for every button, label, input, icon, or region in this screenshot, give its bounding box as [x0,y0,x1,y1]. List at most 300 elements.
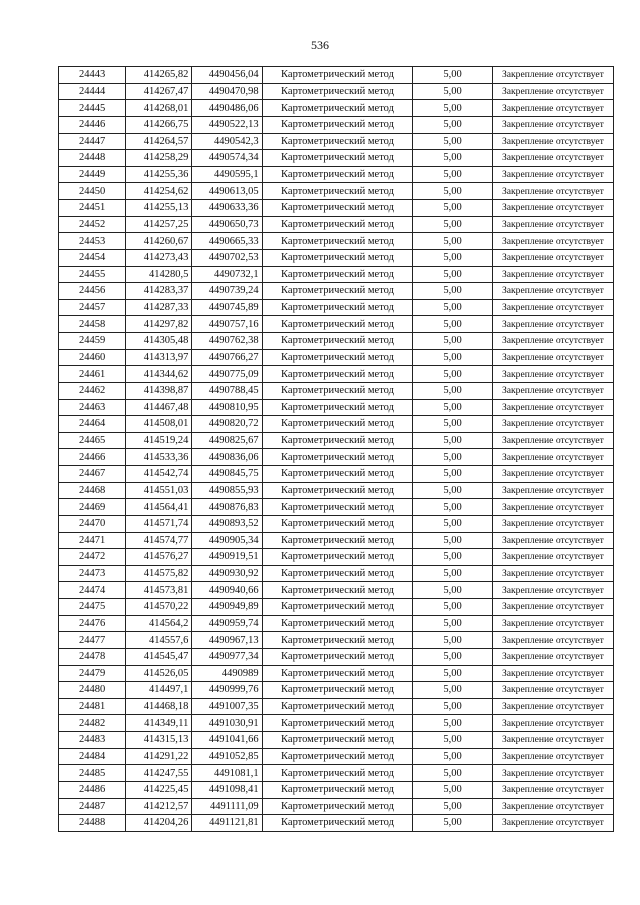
point-number-cell: 24446 [59,116,126,133]
x-coordinate-cell: 414283,37 [126,283,192,300]
x-coordinate-cell: 414291,22 [126,748,192,765]
table-row [59,449,614,466]
accuracy-cell: 5,00 [413,83,492,100]
accuracy-cell: 5,00 [413,482,492,499]
table-row [59,565,614,582]
method-cell: Картометрический метод [262,632,413,649]
fixation-cell: Закрепление отсутствует [492,116,613,133]
table-row [59,515,614,532]
table-row [59,632,614,649]
point-number-cell: 24475 [59,599,126,616]
method-cell: Картометрический метод [262,333,413,350]
fixation-cell: Закрепление отсутствует [492,732,613,749]
table-row [59,748,614,765]
point-number-cell: 24472 [59,549,126,566]
method-cell: Картометрический метод [262,133,413,150]
fixation-cell: Закрепление отсутствует [492,482,613,499]
accuracy-cell: 5,00 [413,432,492,449]
accuracy-cell: 5,00 [413,599,492,616]
method-cell: Картометрический метод [262,815,413,832]
method-cell: Картометрический метод [262,698,413,715]
point-number-cell: 24468 [59,482,126,499]
method-cell: Картометрический метод [262,599,413,616]
accuracy-cell: 5,00 [413,166,492,183]
y-coordinate-cell: 4491041,66 [192,732,262,749]
y-coordinate-cell: 4490788,45 [192,382,262,399]
y-coordinate-cell: 4491111,09 [192,798,262,815]
method-cell: Картометрический метод [262,249,413,266]
fixation-cell: Закрепление отсутствует [492,781,613,798]
x-coordinate-cell: 414574,77 [126,532,192,549]
table-row [59,166,614,183]
x-coordinate-cell: 414267,47 [126,83,192,100]
method-cell: Картометрический метод [262,116,413,133]
table-row [59,665,614,682]
x-coordinate-cell: 414344,62 [126,366,192,383]
fixation-cell: Закрепление отсутствует [492,682,613,699]
method-cell: Картометрический метод [262,200,413,217]
page-number: 536 [311,38,329,52]
x-coordinate-cell: 414573,81 [126,582,192,599]
x-coordinate-cell: 414313,97 [126,349,192,366]
table-row [59,648,614,665]
accuracy-cell: 5,00 [413,366,492,383]
y-coordinate-cell: 4490820,72 [192,416,262,433]
method-cell: Картометрический метод [262,798,413,815]
table-row [59,432,614,449]
fixation-cell: Закрепление отсутствует [492,765,613,782]
fixation-cell: Закрепление отсутствует [492,449,613,466]
x-coordinate-cell: 414297,82 [126,316,192,333]
method-cell: Картометрический метод [262,216,413,233]
accuracy-cell: 5,00 [413,532,492,549]
method-cell: Картометрический метод [262,682,413,699]
fixation-cell: Закрепление отсутствует [492,150,613,167]
accuracy-cell: 5,00 [413,781,492,798]
table-row [59,416,614,433]
fixation-cell: Закрепление отсутствует [492,283,613,300]
accuracy-cell: 5,00 [413,549,492,566]
fixation-cell: Закрепление отсутствует [492,432,613,449]
fixation-cell: Закрепление отсутствует [492,515,613,532]
x-coordinate-cell: 414570,22 [126,599,192,616]
point-number-cell: 24463 [59,399,126,416]
x-coordinate-cell: 414551,03 [126,482,192,499]
accuracy-cell: 5,00 [413,249,492,266]
point-number-cell: 24473 [59,565,126,582]
accuracy-cell: 5,00 [413,615,492,632]
accuracy-cell: 5,00 [413,216,492,233]
fixation-cell: Закрепление отсутствует [492,798,613,815]
y-coordinate-cell: 4490574,34 [192,150,262,167]
y-coordinate-cell: 4490825,67 [192,432,262,449]
point-number-cell: 24450 [59,183,126,200]
point-number-cell: 24454 [59,249,126,266]
point-number-cell: 24460 [59,349,126,366]
coordinates-table [58,66,614,832]
fixation-cell: Закрепление отсутствует [492,815,613,832]
y-coordinate-cell: 4490959,74 [192,615,262,632]
table-row [59,266,614,283]
table-row [59,133,614,150]
method-cell: Картометрический метод [262,166,413,183]
fixation-cell: Закрепление отсутствует [492,100,613,117]
method-cell: Картометрический метод [262,432,413,449]
table-row [59,715,614,732]
table-row [59,333,614,350]
x-coordinate-cell: 414204,26 [126,815,192,832]
y-coordinate-cell: 4490766,27 [192,349,262,366]
y-coordinate-cell: 4490893,52 [192,515,262,532]
table-row [59,798,614,815]
fixation-cell: Закрепление отсутствует [492,200,613,217]
fixation-cell: Закрепление отсутствует [492,532,613,549]
y-coordinate-cell: 4490613,05 [192,183,262,200]
x-coordinate-cell: 414255,13 [126,200,192,217]
point-number-cell: 24479 [59,665,126,682]
accuracy-cell: 5,00 [413,732,492,749]
accuracy-cell: 5,00 [413,499,492,516]
point-number-cell: 24451 [59,200,126,217]
table-row [59,150,614,167]
point-number-cell: 24481 [59,698,126,715]
method-cell: Картометрический метод [262,449,413,466]
method-cell: Картометрический метод [262,67,413,84]
table-row [59,366,614,383]
table-row [59,732,614,749]
method-cell: Картометрический метод [262,781,413,798]
fixation-cell: Закрепление отсутствует [492,399,613,416]
table-body [59,67,614,832]
point-number-cell: 24455 [59,266,126,283]
fixation-cell: Закрепление отсутствует [492,599,613,616]
fixation-cell: Закрепление отсутствует [492,133,613,150]
accuracy-cell: 5,00 [413,333,492,350]
point-number-cell: 24478 [59,648,126,665]
point-number-cell: 24447 [59,133,126,150]
method-cell: Картометрический метод [262,715,413,732]
y-coordinate-cell: 4490940,66 [192,582,262,599]
y-coordinate-cell: 4490542,3 [192,133,262,150]
y-coordinate-cell: 4490967,13 [192,632,262,649]
y-coordinate-cell: 4491098,41 [192,781,262,798]
x-coordinate-cell: 414266,75 [126,116,192,133]
table-row [59,233,614,250]
accuracy-cell: 5,00 [413,150,492,167]
accuracy-cell: 5,00 [413,632,492,649]
x-coordinate-cell: 414575,82 [126,565,192,582]
method-cell: Картометрический метод [262,183,413,200]
point-number-cell: 24485 [59,765,126,782]
method-cell: Картометрический метод [262,466,413,483]
x-coordinate-cell: 414545,47 [126,648,192,665]
y-coordinate-cell: 4490855,93 [192,482,262,499]
x-coordinate-cell: 414264,57 [126,133,192,150]
point-number-cell: 24456 [59,283,126,300]
table-row [59,532,614,549]
accuracy-cell: 5,00 [413,349,492,366]
fixation-cell: Закрепление отсутствует [492,698,613,715]
y-coordinate-cell: 4490919,51 [192,549,262,566]
y-coordinate-cell: 4490949,89 [192,599,262,616]
y-coordinate-cell: 4491081,1 [192,765,262,782]
fixation-cell: Закрепление отсутствует [492,266,613,283]
fixation-cell: Закрепление отсутствует [492,299,613,316]
fixation-cell: Закрепление отсутствует [492,183,613,200]
accuracy-cell: 5,00 [413,316,492,333]
table-row [59,482,614,499]
y-coordinate-cell: 4490702,53 [192,249,262,266]
y-coordinate-cell: 4490665,33 [192,233,262,250]
x-coordinate-cell: 414280,5 [126,266,192,283]
x-coordinate-cell: 414287,33 [126,299,192,316]
method-cell: Картометрический метод [262,765,413,782]
method-cell: Картометрический метод [262,233,413,250]
accuracy-cell: 5,00 [413,183,492,200]
table-row [59,382,614,399]
point-number-cell: 24448 [59,150,126,167]
method-cell: Картометрический метод [262,648,413,665]
point-number-cell: 24482 [59,715,126,732]
accuracy-cell: 5,00 [413,665,492,682]
y-coordinate-cell: 4490905,34 [192,532,262,549]
y-coordinate-cell: 4490762,38 [192,333,262,350]
fixation-cell: Закрепление отсутствует [492,382,613,399]
accuracy-cell: 5,00 [413,698,492,715]
fixation-cell: Закрепление отсутствует [492,233,613,250]
accuracy-cell: 5,00 [413,748,492,765]
accuracy-cell: 5,00 [413,233,492,250]
fixation-cell: Закрепление отсутствует [492,565,613,582]
x-coordinate-cell: 414273,43 [126,249,192,266]
x-coordinate-cell: 414268,01 [126,100,192,117]
point-number-cell: 24462 [59,382,126,399]
point-number-cell: 24480 [59,682,126,699]
table-row [59,183,614,200]
method-cell: Картометрический метод [262,83,413,100]
y-coordinate-cell: 4490836,06 [192,449,262,466]
accuracy-cell: 5,00 [413,815,492,832]
fixation-cell: Закрепление отсутствует [492,249,613,266]
point-number-cell: 24457 [59,299,126,316]
method-cell: Картометрический метод [262,532,413,549]
point-number-cell: 24469 [59,499,126,516]
y-coordinate-cell: 4491121,81 [192,815,262,832]
x-coordinate-cell: 414508,01 [126,416,192,433]
x-coordinate-cell: 414265,82 [126,67,192,84]
x-coordinate-cell: 414247,55 [126,765,192,782]
point-number-cell: 24474 [59,582,126,599]
fixation-cell: Закрепление отсутствует [492,416,613,433]
y-coordinate-cell: 4490757,16 [192,316,262,333]
x-coordinate-cell: 414542,74 [126,466,192,483]
method-cell: Картометрический метод [262,366,413,383]
method-cell: Картометрический метод [262,515,413,532]
accuracy-cell: 5,00 [413,283,492,300]
fixation-cell: Закрепление отсутствует [492,349,613,366]
point-number-cell: 24461 [59,366,126,383]
fixation-cell: Закрепление отсутствует [492,615,613,632]
point-number-cell: 24458 [59,316,126,333]
table-row [59,682,614,699]
accuracy-cell: 5,00 [413,715,492,732]
fixation-cell: Закрепление отсутствует [492,166,613,183]
point-number-cell: 24476 [59,615,126,632]
y-coordinate-cell: 4490745,89 [192,299,262,316]
table-row [59,499,614,516]
y-coordinate-cell: 4490522,13 [192,116,262,133]
table-row [59,100,614,117]
x-coordinate-cell: 414564,2 [126,615,192,632]
method-cell: Картометрический метод [262,382,413,399]
point-number-cell: 24486 [59,781,126,798]
table-row [59,765,614,782]
table-row [59,466,614,483]
fixation-cell: Закрепление отсутствует [492,648,613,665]
method-cell: Картометрический метод [262,482,413,499]
table-row [59,249,614,266]
x-coordinate-cell: 414258,29 [126,150,192,167]
y-coordinate-cell: 4490977,34 [192,648,262,665]
fixation-cell: Закрепление отсутствует [492,748,613,765]
x-coordinate-cell: 414497,1 [126,682,192,699]
accuracy-cell: 5,00 [413,648,492,665]
fixation-cell: Закрепление отсутствует [492,549,613,566]
fixation-cell: Закрепление отсутствует [492,466,613,483]
accuracy-cell: 5,00 [413,466,492,483]
x-coordinate-cell: 414349,11 [126,715,192,732]
fixation-cell: Закрепление отсутствует [492,499,613,516]
y-coordinate-cell: 4490739,24 [192,283,262,300]
method-cell: Картометрический метод [262,615,413,632]
accuracy-cell: 5,00 [413,416,492,433]
point-number-cell: 24459 [59,333,126,350]
y-coordinate-cell: 4490876,83 [192,499,262,516]
method-cell: Картометрический метод [262,732,413,749]
x-coordinate-cell: 414398,87 [126,382,192,399]
method-cell: Картометрический метод [262,349,413,366]
x-coordinate-cell: 414212,57 [126,798,192,815]
y-coordinate-cell: 4490989 [192,665,262,682]
fixation-cell: Закрепление отсутствует [492,582,613,599]
table-row [59,599,614,616]
point-number-cell: 24467 [59,466,126,483]
y-coordinate-cell: 4490930,92 [192,565,262,582]
accuracy-cell: 5,00 [413,100,492,117]
y-coordinate-cell: 4490486,06 [192,100,262,117]
accuracy-cell: 5,00 [413,116,492,133]
x-coordinate-cell: 414467,48 [126,399,192,416]
fixation-cell: Закрепление отсутствует [492,715,613,732]
accuracy-cell: 5,00 [413,266,492,283]
point-number-cell: 24477 [59,632,126,649]
table-row [59,582,614,599]
accuracy-cell: 5,00 [413,399,492,416]
method-cell: Картометрический метод [262,549,413,566]
method-cell: Картометрический метод [262,399,413,416]
fixation-cell: Закрепление отсутствует [492,83,613,100]
x-coordinate-cell: 414571,74 [126,515,192,532]
x-coordinate-cell: 414564,41 [126,499,192,516]
table-row [59,349,614,366]
point-number-cell: 24470 [59,515,126,532]
point-number-cell: 24445 [59,100,126,117]
method-cell: Картометрический метод [262,748,413,765]
method-cell: Картометрический метод [262,499,413,516]
point-number-cell: 24449 [59,166,126,183]
y-coordinate-cell: 4490470,98 [192,83,262,100]
x-coordinate-cell: 414255,36 [126,166,192,183]
accuracy-cell: 5,00 [413,449,492,466]
table-row [59,781,614,798]
point-number-cell: 24443 [59,67,126,84]
method-cell: Картометрический метод [262,665,413,682]
x-coordinate-cell: 414526,05 [126,665,192,682]
y-coordinate-cell: 4490595,1 [192,166,262,183]
accuracy-cell: 5,00 [413,382,492,399]
table-row [59,549,614,566]
table-row [59,615,614,632]
x-coordinate-cell: 414533,36 [126,449,192,466]
point-number-cell: 24465 [59,432,126,449]
point-number-cell: 24484 [59,748,126,765]
fixation-cell: Закрепление отсутствует [492,316,613,333]
accuracy-cell: 5,00 [413,133,492,150]
point-number-cell: 24488 [59,815,126,832]
method-cell: Картометрический метод [262,150,413,167]
y-coordinate-cell: 4491007,35 [192,698,262,715]
table-row [59,116,614,133]
y-coordinate-cell: 4491030,91 [192,715,262,732]
point-number-cell: 24444 [59,83,126,100]
x-coordinate-cell: 414254,62 [126,183,192,200]
method-cell: Картометрический метод [262,416,413,433]
y-coordinate-cell: 4490456,04 [192,67,262,84]
table-row [59,698,614,715]
y-coordinate-cell: 4490732,1 [192,266,262,283]
point-number-cell: 24452 [59,216,126,233]
x-coordinate-cell: 414468,18 [126,698,192,715]
table-row [59,399,614,416]
accuracy-cell: 5,00 [413,582,492,599]
fixation-cell: Закрепление отсутствует [492,632,613,649]
x-coordinate-cell: 414315,13 [126,732,192,749]
table-row [59,316,614,333]
accuracy-cell: 5,00 [413,765,492,782]
method-cell: Картометрический метод [262,299,413,316]
point-number-cell: 24483 [59,732,126,749]
fixation-cell: Закрепление отсутствует [492,366,613,383]
y-coordinate-cell: 4490650,73 [192,216,262,233]
x-coordinate-cell: 414260,67 [126,233,192,250]
table-row [59,200,614,217]
method-cell: Картометрический метод [262,582,413,599]
method-cell: Картометрический метод [262,283,413,300]
y-coordinate-cell: 4491052,85 [192,748,262,765]
table-row [59,283,614,300]
x-coordinate-cell: 414305,48 [126,333,192,350]
method-cell: Картометрический метод [262,266,413,283]
y-coordinate-cell: 4490633,36 [192,200,262,217]
fixation-cell: Закрепление отсутствует [492,333,613,350]
x-coordinate-cell: 414225,45 [126,781,192,798]
x-coordinate-cell: 414257,25 [126,216,192,233]
method-cell: Картометрический метод [262,100,413,117]
y-coordinate-cell: 4490999,76 [192,682,262,699]
point-number-cell: 24453 [59,233,126,250]
accuracy-cell: 5,00 [413,515,492,532]
table-row [59,216,614,233]
